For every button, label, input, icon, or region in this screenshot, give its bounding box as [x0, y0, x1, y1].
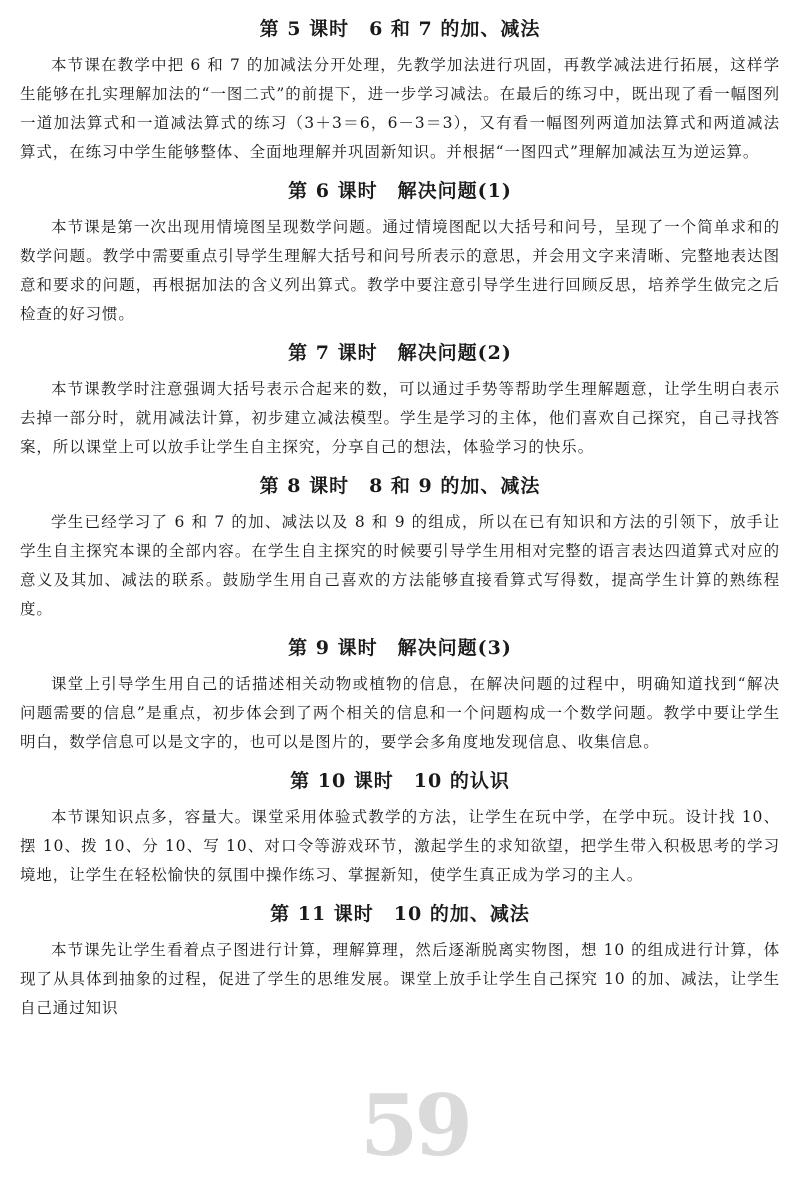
lesson-title: 第 10 课时 10 的认识	[290, 770, 510, 792]
lesson-section-5	[20, 14, 780, 167]
lesson-paragraph: 本节课是第一次出现用情境图呈现数学问题。通过情境图配以大括号和问号，呈现了一个简单求和的数学问题。教学中需要重点引导学生理解大括号和问号所表示的意思，并会用文字来清晰、完整地表达图意和要求的问题，再根据加法的含义列出算式。教学中要注意引导学生进行回顾反思，培养学生做完之后检查的好习惯。	[20, 218, 780, 323]
lesson-title: 第 7 课时 解决问题(2)	[288, 342, 512, 364]
lesson-paragraph: 本节课先让学生看着点子图进行计算，理解算理，然后逐渐脱离实物图，想 10 的组成进行计算，体现了从具体到抽象的过程，促进了学生的思维发展。课堂上放手让学生自己探究 10 的加、减法，让学生自己通过知识	[20, 941, 780, 1017]
lesson-title: 第 6 课时 解决问题(1)	[288, 180, 512, 202]
lesson-section-8	[20, 471, 780, 624]
lesson-title: 第 11 课时 10 的加、减法	[270, 903, 530, 925]
lesson-section-6	[20, 176, 780, 329]
lesson-title: 第 8 课时 8 和 9 的加、减法	[259, 475, 541, 497]
lesson-section-9	[20, 633, 780, 757]
lesson-title: 第 5 课时 6 和 7 的加、减法	[259, 18, 541, 40]
lesson-paragraph: 本节课知识点多，容量大。课堂采用体验式教学的方法，让学生在玩中学，在学中玩。设计找 10、摆 10、拨 10、分 10、写 10、对口令等游戏环节，激起学生的求知欲望，把学生带入积极思考的学习境地，让学生在轻松愉快的氛围中操作练习、掌握新知，使学生真正成为学习的主人。	[20, 808, 780, 884]
lesson-title: 第 9 课时 解决问题(3)	[288, 637, 512, 659]
page-number-watermark: 59	[360, 1076, 469, 1175]
lesson-paragraph: 课堂上引导学生用自己的话描述相关动物或植物的信息，在解决问题的过程中，明确知道找到“解决问题需要的信息”是重点，初步体会到了两个相关的信息和一个问题构成一个数学问题。教学中要让学生明白，数学信息可以是文字的，也可以是图片的，要学会多角度地发现信息、收集信息。	[20, 675, 780, 751]
lesson-section-11	[20, 899, 780, 1023]
lesson-paragraph: 本节课在教学中把 6 和 7 的加减法分开处理，先教学加法进行巩固，再教学减法进行拓展，这样学生能够在扎实理解加法的“一图二式”的前提下，进一步学习减法。在最后的练习中，既出现了看一幅图列一道加法算式和一道减法算式的练习（3＋3＝6，6－3＝3），又有看一幅图列两道加法算式和两道减法算式，在练习中学生能够整体、全面地理解并巩固新知识。并根据“一图四式”理解加减法互为逆运算。	[20, 56, 780, 161]
lesson-section-10	[20, 766, 780, 890]
lesson-paragraph: 学生已经学习了 6 和 7 的加、减法以及 8 和 9 的组成，所以在已有知识和方法的引领下，放手让学生自主探究本课的全部内容。在学生自主探究的时候要引导学生用相对完整的语言表达四道算式对应的意义及其加、减法的联系。鼓励学生用自己喜欢的方法能够直接看算式写得数，提高学生计算的熟练程度。	[20, 513, 780, 618]
lesson-section-7	[20, 338, 780, 462]
lesson-paragraph: 本节课教学时注意强调大括号表示合起来的数，可以通过手势等帮助学生理解题意，让学生明白表示去掉一部分时，就用减法计算，初步建立减法模型。学生是学习的主体，他们喜欢自己探究，自己寻找答案，所以课堂上可以放手让学生自主探究，分享自己的想法，体验学习的快乐。	[20, 380, 780, 456]
